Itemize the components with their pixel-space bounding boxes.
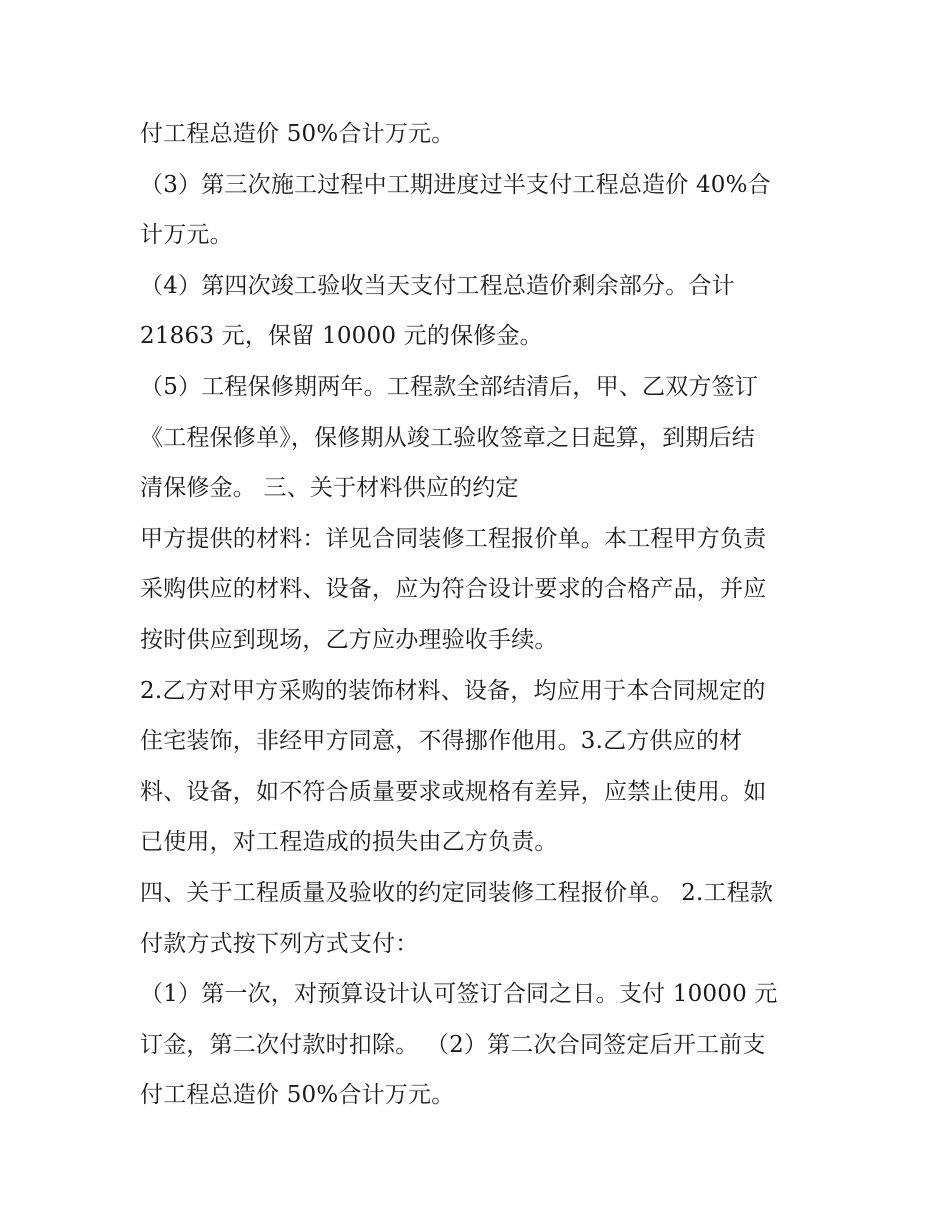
text-line: 清保修金。 三、关于材料供应的约定 (140, 475, 519, 502)
text-line: 付款方式按下列方式支付： (140, 930, 419, 957)
text-line: 料、设备，如不符合质量要求或规格有差异，应禁止使用。如 (140, 778, 767, 805)
text-line: 付工程总造价 50%合计万元。 (140, 1082, 455, 1109)
text-line: 《工程保修单》，保修期从竣工验收签章之日起算，到期后结 (140, 424, 755, 451)
text-line: （3）第三次施工过程中工期进度过半支付工程总造价 40%合 (140, 171, 771, 198)
text-line: 甲方提供的材料：详见合同装修工程报价单。本工程甲方负责 (140, 525, 767, 552)
text-line: 采购供应的材料、设备，应为符合设计要求的合格产品，并应 (140, 576, 767, 603)
text-line: 按时供应到现场，乙方应办理验收手续。 (140, 626, 558, 653)
text-line: 计万元。 (140, 222, 233, 249)
text-line: 订金，第二次付款时扣除。 （2）第二次合同签定后开工前支 (140, 1031, 766, 1058)
text-line: （1）第一次，对预算设计认可签订合同之日。支付 10000 元 (140, 981, 778, 1008)
text-line: 2.乙方对甲方采购的装饰材料、设备，均应用于本合同规定的 (140, 677, 766, 704)
text-line: 四、关于工程质量及验收的约定同装修工程报价单。 2.工程款 (140, 879, 774, 906)
text-line: （4）第四次竣工验收当天支付工程总造价剩余部分。合计 (140, 272, 735, 299)
text-line: （5）工程保修期两年。工程款全部结清后，甲、乙双方签订 (140, 373, 759, 400)
text-line: 已使用，对工程造成的损失由乙方负责。 (140, 829, 558, 856)
text-line: 付工程总造价 50%合计万元。 (140, 121, 455, 147)
text-line: 21863 元，保留 10000 元的保修金。 (140, 323, 543, 350)
document-body (140, 109, 820, 1121)
text-line: 住宅装饰，非经甲方同意，不得挪作他用。3.乙方供应的材 (140, 728, 743, 755)
